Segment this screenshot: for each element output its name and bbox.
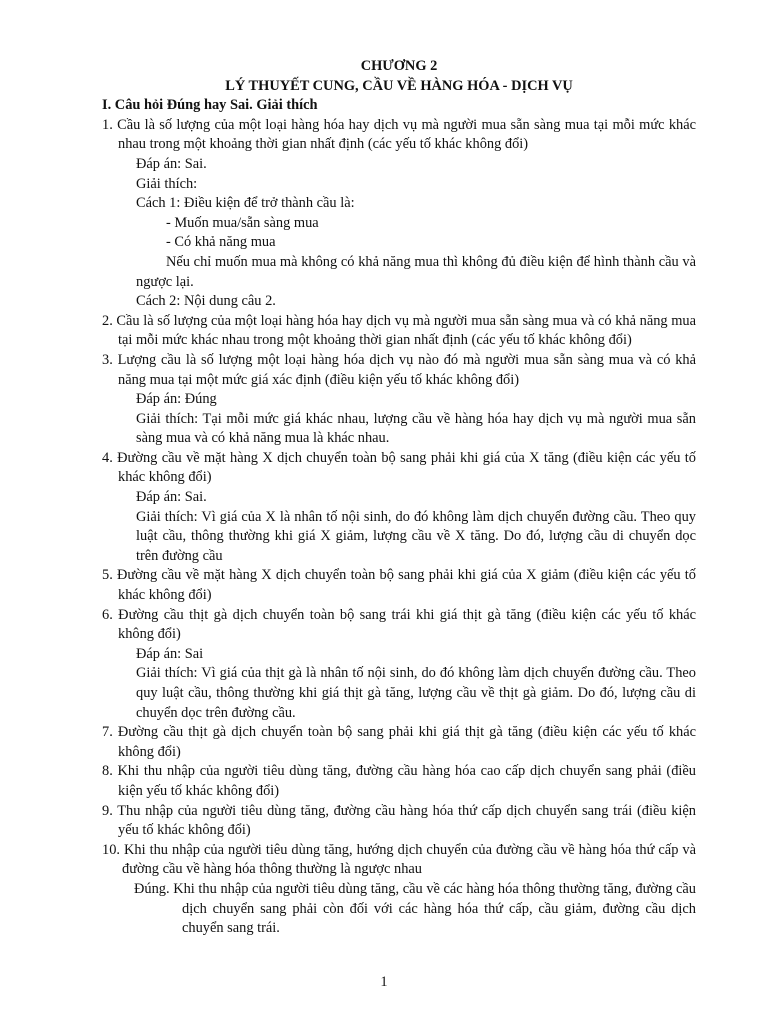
answer-10: Đúng. Khi thu nhập của người tiêu dùng tăng, cầu về các hàng hóa thông thường tăng, đường cầu dịch chuyển sang phải còn đối với các hàng hóa thứ cấp, cầu giảm, đường cầu dịch chuyển sang trái.	[134, 880, 696, 937]
question-1: 1. Cầu là số lượng của một loại hàng hóa hay dịch vụ mà người mua sẵn sàng mua tại mỗi mức khác nhau trong một khoảng thời gian nhất định (các yếu tố khác không đổi)	[102, 116, 696, 153]
question-7: 7. Đường cầu thịt gà dịch chuyển toàn bộ sang phải khi giá thịt gà tăng (điều kiện các yếu tố khác không đổi)	[102, 724, 696, 760]
method-1: Cách 1: Điều kiện để trở thành cầu là:	[136, 195, 355, 212]
question-5: 5. Đường cầu về mặt hàng X dịch chuyển toàn bộ sang phải khi giá của X giảm (điều kiện các yếu tố khác không đổi)	[102, 567, 696, 604]
chapter-heading: CHƯƠNG 2	[360, 58, 438, 74]
method-2: Cách 2: Nội dung câu 2.	[136, 293, 276, 310]
answer-1: Đáp án: Sai.	[136, 155, 207, 172]
section-heading: I. Câu hỏi Đúng hay Sai. Giải thích	[102, 97, 318, 114]
document-body	[102, 57, 696, 939]
explain-6: Giải thích: Vì giá của thịt gà là nhân tố nội sinh, do đó không làm dịch chuyển đường cầu. Theo quy luật cầu, thông thường khi giá thịt gà tăng, lượng cầu về thịt gà giảm. Do đó, lượng cầu di chuyển dọc trên đường cầu.	[136, 665, 696, 721]
note-1: Nếu chỉ muốn mua mà không có khả năng mua thì không đủ điều kiện để hình thành cầu và ngược lại.	[136, 253, 696, 290]
bullet-1: - Muốn mua/sẵn sàng mua	[166, 214, 319, 231]
answer-4: Đáp án: Sai.	[136, 489, 207, 506]
bullet-2: - Có khả năng mua	[166, 234, 276, 251]
answer-6: Đáp án: Sai	[136, 645, 204, 662]
question-3: 3. Lượng cầu là số lượng một loại hàng hóa dịch vụ nào đó mà người mua sẵn sàng mua và có khả năng mua tại một mức giá xác định (điều kiện yếu tố khác không đổi)	[102, 351, 696, 388]
question-10: 10. Khi thu nhập của người tiêu dùng tăng, hướng dịch chuyển của đường cầu về hàng hóa thứ cấp và đường cầu về hàng hóa thông thường là ngược nhau	[102, 841, 696, 878]
question-4: 4. Đường cầu về mặt hàng X dịch chuyển toàn bộ sang phải khi giá của X tăng (điều kiện các yếu tố khác không đổi)	[102, 449, 696, 486]
question-6: 6. Đường cầu thịt gà dịch chuyển toàn bộ sang trái khi giá thịt gà tăng (điều kiện các yếu tố khác không đổi)	[102, 606, 696, 643]
chapter-title: LÝ THUYẾT CUNG, CẦU VỀ HÀNG HÓA - DỊCH VỤ	[225, 77, 573, 94]
page-number: 1	[380, 974, 388, 990]
explain-4: Giải thích: Vì giá của X là nhân tố nội sinh, do đó không làm dịch chuyển đường cầu. Theo quy luật cầu, thông thường khi giá X giảm, lượng cầu về X tăng. Do đó, lượng cầu di chuyển dọc trên đường cầu	[136, 508, 696, 564]
question-9: 9. Thu nhập của người tiêu dùng tăng, đường cầu hàng hóa thứ cấp dịch chuyển sang trái (điều kiện yếu tố khác không đổi)	[102, 802, 696, 839]
question-8: 8. Khi thu nhập của người tiêu dùng tăng, đường cầu hàng hóa cao cấp dịch chuyển sang phải (điều kiện yếu tố khác không đổi)	[102, 763, 696, 799]
explain-label-1: Giải thích:	[136, 175, 198, 192]
answer-3: Đáp án: Đúng	[136, 391, 217, 408]
question-2: 2. Cầu là số lượng của một loại hàng hóa hay dịch vụ mà người mua sẵn sàng mua và có khả năng mua tại mỗi mức khác nhau trong một khoảng thời gian nhất định (các yếu tố khác không đổi)	[102, 312, 696, 349]
explain-3: Giải thích: Tại mỗi mức giá khác nhau, lượng cầu về hàng hóa hay dịch vụ mà người mua sẵn sàng mua và có khả năng mua là khác nhau.	[136, 410, 696, 447]
